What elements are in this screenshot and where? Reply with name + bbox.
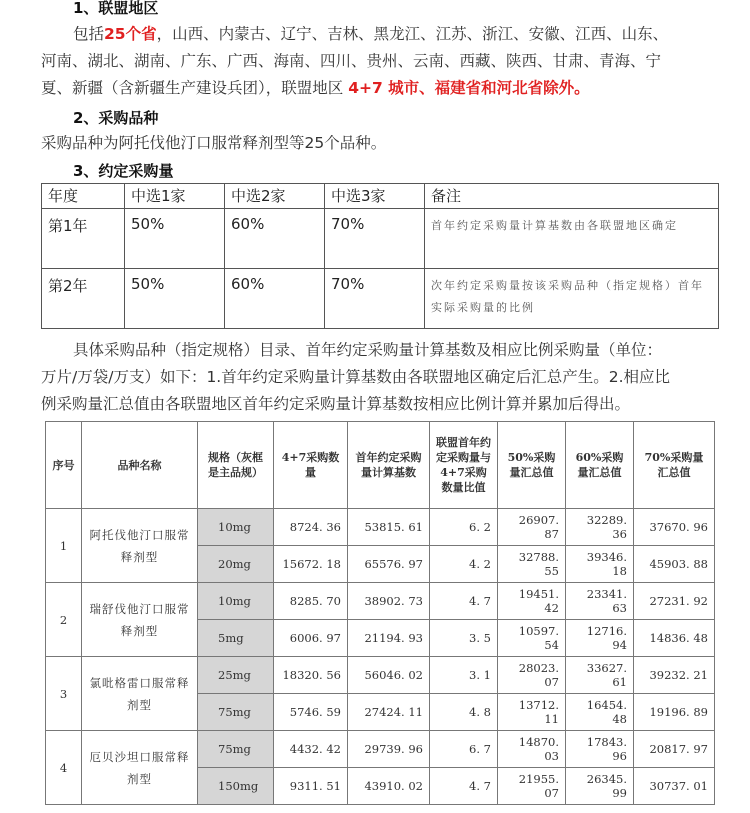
- cell-seq: 1: [46, 509, 82, 583]
- main-table-body: [46, 509, 715, 805]
- th-s70: 70%采购量汇总值: [634, 422, 715, 509]
- cell-s70: 14836. 48: [634, 620, 715, 657]
- cell-ratio: 4. 7: [430, 583, 498, 620]
- cell-note: 首年约定采购量计算基数由各联盟地区确定: [425, 209, 719, 269]
- cell-s60: 32289. 36: [566, 509, 634, 546]
- section2-text: 采购品种为阿托伐他汀口服常释剂型等25个品种。: [41, 134, 387, 152]
- th-c2: 中选2家: [225, 184, 325, 209]
- p-red-excl: 4+7 城市、福建省和河北省除外。: [348, 79, 590, 97]
- intro-line3: 例采购量汇总值由各联盟地区首年约定采购量计算基数按相应比例计算并累加后得出。: [41, 395, 631, 413]
- cell-year: 第2年: [42, 269, 125, 329]
- th-s50: 50%采购量汇总值: [498, 422, 566, 509]
- cell-qty: 6006. 97: [274, 620, 348, 657]
- intro-line2: 万片/万袋/万支）如下：1.首年约定采购量计算基数由各联盟地区确定后汇总产生。2.相应比: [41, 368, 671, 386]
- cell-qty: 9311. 51: [274, 768, 348, 805]
- th-spec: 规格（灰框是主品规）: [198, 422, 274, 509]
- quota-table-header: [42, 184, 719, 209]
- cell-c2: 60%: [225, 209, 325, 269]
- th-name: 品种名称: [82, 422, 198, 509]
- cell-s60: 12716. 94: [566, 620, 634, 657]
- th-base: 首年约定采购量计算基数: [348, 422, 430, 509]
- cell-ratio: 4. 8: [430, 694, 498, 731]
- cell-base: 43910. 02: [348, 768, 430, 805]
- cell-qty: 4432. 42: [274, 731, 348, 768]
- cell-s70: 30737. 01: [634, 768, 715, 805]
- cell-s70: 45903. 88: [634, 546, 715, 583]
- quota-row: [42, 209, 719, 269]
- th-s60: 60%采购量汇总值: [566, 422, 634, 509]
- cell-base: 21194. 93: [348, 620, 430, 657]
- cell-c1: 50%: [125, 269, 225, 329]
- cell-qty: 18320. 56: [274, 657, 348, 694]
- section1-line3: [41, 75, 741, 102]
- cell-s50: 19451. 42: [498, 583, 566, 620]
- p-line1-rest: ，山西、内蒙古、辽宁、吉林、黑龙江、江苏、浙江、安徽、江西、山东、: [156, 25, 669, 43]
- cell-c3: 70%: [325, 269, 425, 329]
- cell-drug-name: 阿托伐他汀口服常释剂型: [82, 509, 198, 583]
- cell-ratio: 6. 7: [430, 731, 498, 768]
- cell-base: 29739. 96: [348, 731, 430, 768]
- cell-c3: 70%: [325, 209, 425, 269]
- cell-s70: 20817. 97: [634, 731, 715, 768]
- table-row: [46, 657, 715, 694]
- p-prefix: 包括: [73, 25, 105, 43]
- cell-drug-name: 瑞舒伐他汀口服常释剂型: [82, 583, 198, 657]
- cell-s50: 13712. 11: [498, 694, 566, 731]
- th-ratio: 联盟首年约定采购量与4+7采购数量比值: [430, 422, 498, 509]
- cell-s50: 10597. 54: [498, 620, 566, 657]
- cell-s70: 37670. 96: [634, 509, 715, 546]
- cell-spec: 5mg: [198, 620, 274, 657]
- cell-s60: 39346. 18: [566, 546, 634, 583]
- section1-line2: 河南、湖北、湖南、广东、广西、海南、四川、贵州、云南、西藏、陕西、甘肃、青海、宁: [41, 52, 662, 70]
- cell-spec: 150mg: [198, 768, 274, 805]
- cell-base: 65576. 97: [348, 546, 430, 583]
- quota-row: [42, 269, 719, 329]
- cell-base: 56046. 02: [348, 657, 430, 694]
- cell-c1: 50%: [125, 209, 225, 269]
- cell-drug-name: 厄贝沙坦口服常释剂型: [82, 731, 198, 805]
- cell-s60: 33627. 61: [566, 657, 634, 694]
- quota-table: [41, 183, 719, 329]
- cell-s50: 21955. 07: [498, 768, 566, 805]
- cell-s70: 27231. 92: [634, 583, 715, 620]
- cell-ratio: 3. 5: [430, 620, 498, 657]
- section2-heading: 2、采购品种: [73, 109, 159, 127]
- cell-note: 次年约定采购量按该采购品种（指定规格）首年实际采购量的比例: [425, 269, 719, 329]
- section1-heading: 1、联盟地区: [73, 0, 159, 17]
- cell-qty: 5746. 59: [274, 694, 348, 731]
- th-qty47: 4+7采购数量: [274, 422, 348, 509]
- cell-s70: 39232. 21: [634, 657, 715, 694]
- cell-base: 53815. 61: [348, 509, 430, 546]
- cell-s60: 26345. 99: [566, 768, 634, 805]
- cell-seq: 3: [46, 657, 82, 731]
- cell-base: 27424. 11: [348, 694, 430, 731]
- cell-c2: 60%: [225, 269, 325, 329]
- main-table-header: [46, 422, 715, 509]
- cell-year: 第1年: [42, 209, 125, 269]
- p-line3-a: 夏、新疆（含新疆生产建设兵团），联盟地区: [41, 79, 349, 97]
- cell-seq: 4: [46, 731, 82, 805]
- th-c1: 中选1家: [125, 184, 225, 209]
- cell-ratio: 3. 1: [430, 657, 498, 694]
- cell-spec: 25mg: [198, 657, 274, 694]
- cell-ratio: 4. 7: [430, 768, 498, 805]
- cell-s50: 14870. 03: [498, 731, 566, 768]
- intro-line1: 具体采购品种（指定规格）目录、首年约定采购量计算基数及相应比例采购量（单位：: [73, 341, 663, 359]
- cell-s50: 28023. 07: [498, 657, 566, 694]
- cell-spec: 10mg: [198, 583, 274, 620]
- cell-qty: 8285. 70: [274, 583, 348, 620]
- cell-spec: 75mg: [198, 731, 274, 768]
- cell-seq: 2: [46, 583, 82, 657]
- section3-heading: 3、约定采购量: [73, 162, 174, 180]
- cell-spec: 75mg: [198, 694, 274, 731]
- main-table: [45, 421, 715, 805]
- table-row: [46, 583, 715, 620]
- cell-qty: 15672. 18: [274, 546, 348, 583]
- cell-s60: 23341. 63: [566, 583, 634, 620]
- th-year: 年度: [42, 184, 125, 209]
- section1-paragraph: [73, 21, 733, 48]
- th-c3: 中选3家: [325, 184, 425, 209]
- th-seq: 序号: [46, 422, 82, 509]
- p-red-25: 25个省: [104, 25, 157, 43]
- cell-qty: 8724. 36: [274, 509, 348, 546]
- cell-s60: 16454. 48: [566, 694, 634, 731]
- table-row: [46, 731, 715, 768]
- cell-s70: 19196. 89: [634, 694, 715, 731]
- cell-ratio: 4. 2: [430, 546, 498, 583]
- th-note: 备注: [425, 184, 719, 209]
- cell-drug-name: 氯吡格雷口服常释剂型: [82, 657, 198, 731]
- cell-base: 38902. 73: [348, 583, 430, 620]
- table-row: [46, 509, 715, 546]
- cell-spec: 10mg: [198, 509, 274, 546]
- cell-ratio: 6. 2: [430, 509, 498, 546]
- cell-s50: 32788. 55: [498, 546, 566, 583]
- cell-s60: 17843. 96: [566, 731, 634, 768]
- cell-s50: 26907. 87: [498, 509, 566, 546]
- cell-spec: 20mg: [198, 546, 274, 583]
